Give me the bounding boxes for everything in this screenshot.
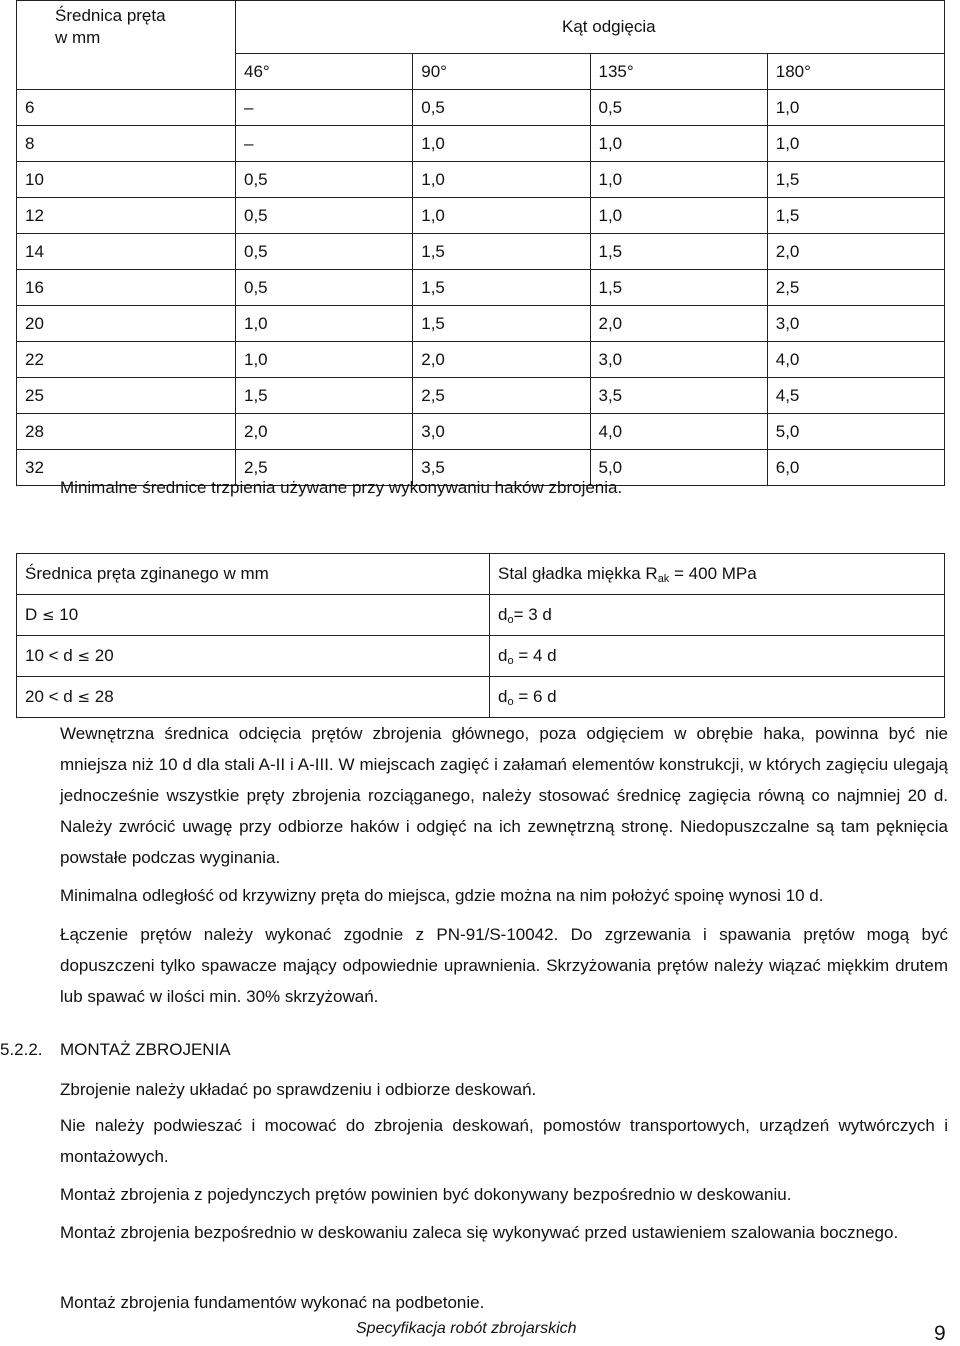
table-row [17,90,945,126]
diameter-header-line2: w mm [55,28,101,47]
formula-text: d [498,605,508,624]
value-cell: 1,5 [767,198,944,234]
value-cell: 2,5 [413,378,590,414]
value-cell: – [236,126,413,162]
diameter-cell: 16 [17,270,236,306]
mandrel-diameter-cell [490,677,945,718]
value-cell: 1,0 [590,162,767,198]
table-row [17,378,945,414]
steel-header-sub: ak [657,573,670,585]
diameter-cell: 32 [17,450,236,486]
formula-text: d [498,646,508,665]
value-cell: 3,0 [767,306,944,342]
range-text: 10 < d [25,646,78,665]
paragraph-weld-distance: Minimalna odległość od krzywizny pręta do miejsca, gdzie można na nim położyć spoinę wynosi 10 d. [60,886,824,905]
value-cell: 2,5 [767,270,944,306]
value-cell: 4,0 [767,342,944,378]
value-cell: 1,5 [413,306,590,342]
value-cell: 5,0 [767,414,944,450]
range-text: 20 [90,646,114,665]
mandrel-diameter-cell [490,636,945,677]
diameter-cell: 28 [17,414,236,450]
value-cell: 3,0 [590,342,767,378]
diameter-cell: 10 [17,162,236,198]
value-cell: 0,5 [413,90,590,126]
value-cell: 2,0 [413,342,590,378]
steel-table-body [17,595,945,718]
less-equal-symbol: ≤ [42,606,55,624]
page-number: 9 [934,1322,946,1345]
value-cell: 4,5 [767,378,944,414]
section-paragraph-3: Montaż zbrojenia z pojedynczych prętów powinien być dokonywany bezpośrednio w deskowaniu. [60,1185,792,1204]
value-cell: 5,0 [590,450,767,486]
diameter-cell: 22 [17,342,236,378]
value-cell: 1,0 [590,198,767,234]
bend-table-body [17,90,945,486]
diameter-range-cell [17,677,490,718]
value-cell: 1,0 [413,126,590,162]
bent-bar-diameter-header: Średnica pręta zginanego w mm [17,554,490,595]
section-paragraph-5: Montaż zbrojenia fundamentów wykonać na podbetonie. [60,1293,485,1312]
table-row [17,126,945,162]
value-cell: 1,0 [590,126,767,162]
range-text: 10 [54,605,79,624]
range-text: 28 [90,687,114,706]
formula-text: d [498,687,508,706]
table-row [17,342,945,378]
smooth-steel-table [16,553,945,718]
value-cell: 1,5 [236,378,413,414]
table-row [17,636,945,677]
angle-header-135: 135° [590,54,767,90]
subscript-text: o [507,696,514,708]
section-number: 5.2.2. [0,1040,43,1059]
value-cell: 3,5 [413,450,590,486]
subscript-text: o [507,614,514,626]
diameter-cell: 6 [17,90,236,126]
range-text: D [25,605,42,624]
value-cell: 3,5 [590,378,767,414]
table-row [17,234,945,270]
value-cell: 1,0 [236,342,413,378]
angle-header-90: 90° [413,54,590,90]
value-cell: 1,0 [236,306,413,342]
diameter-cell: 14 [17,234,236,270]
angle-group-header: Kąt odgięcia [236,1,945,54]
bend-diameter-table [16,0,945,486]
value-cell: 2,5 [236,450,413,486]
diameter-header-line1: Średnica pręta [55,6,166,25]
table-row [17,595,945,636]
formula-text: = 4 d [513,646,557,665]
section-paragraph-2: Nie należy podwieszać i mocować do zbrojenia deskowań, pomostów transportowych, urządzeń wytwórczych i montażowych. [60,1116,948,1166]
diameter-column-header [17,1,236,90]
value-cell: 3,0 [413,414,590,450]
value-cell: 4,0 [590,414,767,450]
diameter-cell: 20 [17,306,236,342]
value-cell: 1,5 [767,162,944,198]
value-cell: 0,5 [236,234,413,270]
paragraph-inner-diameter: Wewnętrzna średnica odcięcia prętów zbrojenia głównego, poza odgięciem w obrębie haka, powinna być nie mniejsza niż 10 d dla stali A-II i A-III. W miejscach zagięć i załamań elementów konstrukcji, w których zagięciu ulegają jednocześnie wszystkie pręty zbrojenia rozciąganego, należy stosować średnicę zagięcia równą co najmniej 20 d. Należy zwrócić uwagę przy odbiorze haków i odgięć na ich zewnętrzną stronę. Niedopuszczalne są tam pęknięcia powstałe podczas wyginania. [60,724,948,867]
formula-text: = 6 d [513,687,557,706]
section-paragraph-1: Zbrojenie należy układać po sprawdzeniu i odbiorze deskowań. [60,1080,537,1099]
footer-title: Specyfikacja robót zbrojarskich [356,1320,577,1337]
value-cell: 0,5 [236,162,413,198]
formula-text: = 3 d [513,605,552,624]
value-cell: 0,5 [236,198,413,234]
value-cell: 6,0 [767,450,944,486]
section-title: MONTAŻ ZBROJENIA [60,1040,231,1059]
table-row [17,677,945,718]
diameter-cell: 25 [17,378,236,414]
table-row [17,414,945,450]
value-cell: 0,5 [590,90,767,126]
value-cell: 1,5 [413,234,590,270]
value-cell: 1,0 [767,90,944,126]
less-equal-symbol: ≤ [77,647,91,665]
steel-grade-header [490,554,945,595]
diameter-cell: 12 [17,198,236,234]
less-equal-symbol: ≤ [77,688,91,706]
mandrel-diameter-cell [490,595,945,636]
steel-header-tail: = 400 MPa [669,564,757,583]
value-cell: 1,0 [413,162,590,198]
value-cell: 1,5 [590,234,767,270]
steel-header-main: Stal gładka miękka R [498,564,658,583]
range-text: 20 < d [25,687,78,706]
diameter-range-cell [17,636,490,677]
value-cell: 2,0 [236,414,413,450]
value-cell: 2,0 [767,234,944,270]
table-row [17,198,945,234]
angle-header-46: 46° [236,54,413,90]
value-cell: 0,5 [236,270,413,306]
value-cell: 1,0 [767,126,944,162]
section-paragraph-4: Montaż zbrojenia bezpośrednio w deskowaniu zaleca się wykonywać przed ustawieniem szalowania bocznego. [60,1223,899,1242]
diameter-range-cell [17,595,490,636]
table1-caption: Minimalne średnice trzpienia używane przy wykonywaniu haków zbrojenia. [60,478,623,497]
table-row [17,162,945,198]
value-cell: – [236,90,413,126]
value-cell: 1,0 [413,198,590,234]
table-row [17,306,945,342]
paragraph-joining: Łączenie prętów należy wykonać zgodnie z PN-91/S-10042. Do zgrzewania i spawania prętów mogą być dopuszczeni tylko spawacze mający odpowiednie uprawnienia. Skrzyżowania prętów należy wiązać miękkim drutem lub spawać w ilości min. 30% skrzyżowań. [60,925,948,1006]
value-cell: 1,5 [413,270,590,306]
value-cell: 1,5 [590,270,767,306]
diameter-cell: 8 [17,126,236,162]
angle-header-180: 180° [767,54,944,90]
value-cell: 2,0 [590,306,767,342]
subscript-text: o [507,655,514,667]
table-row [17,270,945,306]
